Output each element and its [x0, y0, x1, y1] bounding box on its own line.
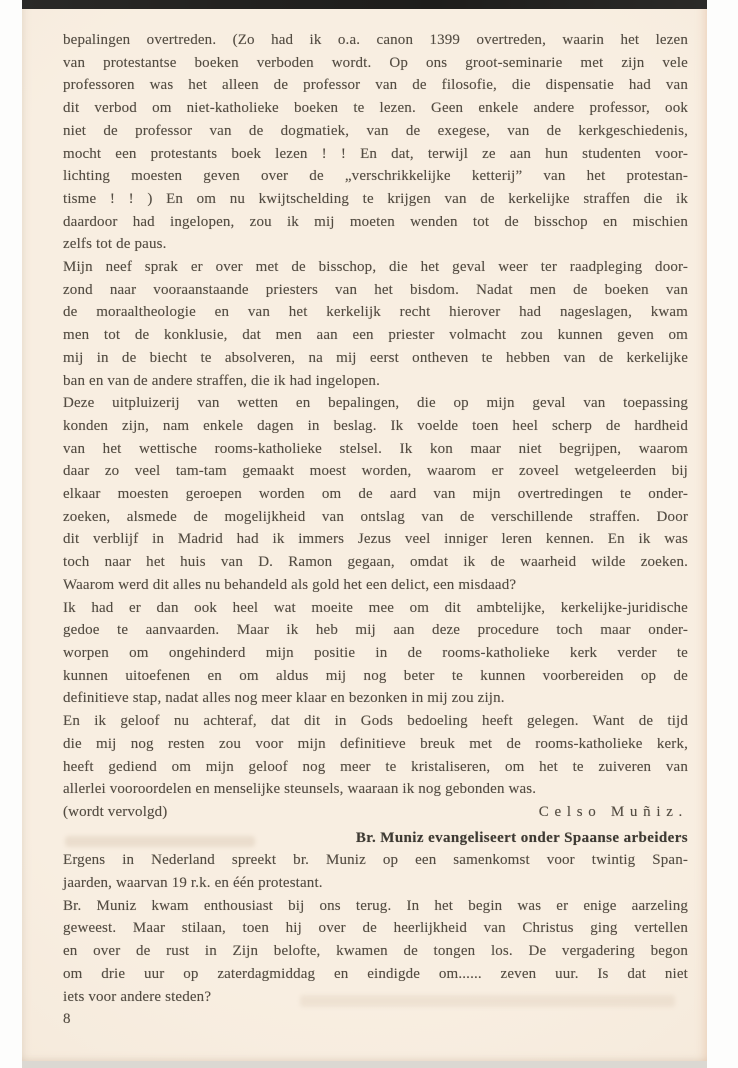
text-line: niet de professor van de dogmatiek, van de exegese, van de kerkgeschiedenis, — [63, 122, 688, 139]
text-line: Ik had er dan ook heel wat moeite mee om dit ambtelijke, kerkelijke-juridische — [63, 599, 688, 616]
text-line: En ik geloof nu achteraf, dat dit in Gods bedoeling heeft gelegen. Want de tijd — [63, 713, 688, 730]
text-line: de moraaltheologie en van het kerkelijk recht hierover had nageslagen, kwam — [63, 304, 688, 321]
text-line: Mijn neef sprak er over met de bisschop, die het geval weer ter raadpleging door- — [63, 259, 688, 276]
paragraph — [63, 710, 688, 801]
text-line: elkaar moesten geroepen worden om de aard van mijn overtredingen te onder- — [63, 486, 688, 503]
text-line: jaarden, waarvan 19 r.k. en één protestant. — [63, 875, 323, 892]
paragraph — [63, 256, 688, 392]
paragraph — [63, 849, 688, 894]
text-line: Waarom werd dit alles nu behandeld als gold het een delict, een misdaad? — [63, 576, 517, 593]
text-line: zond naar vooraanstaande priesters van het bisdom. Nadat men de boeken van — [63, 281, 688, 298]
text-line: daardoor had ingelopen, zou ik mij moeten wenden tot de bisschop en mischien — [63, 213, 688, 230]
text-line: Deze uitpluizerij van wetten en bepalingen, die op mijn geval van toepassing — [63, 395, 688, 412]
paragraph — [63, 29, 688, 256]
paragraph — [63, 597, 688, 711]
text-line: worpen om ongehinderd mijn positie in de rooms-katholieke kerk verder te — [63, 644, 688, 661]
text-line: zoeken, alsmede de mogelijkheid van ontslag van de verschillende straffen. Door — [63, 508, 688, 525]
text-line: kunnen uitoefenen en om aldus mij nog beter te kunnen voorbereiden op de — [63, 667, 688, 684]
text-line: Ergens in Nederland spreekt br. Muniz op een samenkomst voor twintig Span- — [63, 852, 688, 869]
section-body — [63, 849, 688, 1008]
text-line: konden zijn, nam enkele dagen in beslag. Ik voelde toen heel scherp de hardheid — [63, 417, 688, 434]
text-line: heeft gediend om mijn geloof nog meer te kristaliseren, om het te zuiveren van — [63, 758, 688, 775]
text-line: om drie uur op zaterdagmiddag en eindigde om...... zeven uur. Is dat niet — [63, 965, 688, 982]
text-line: lichting moesten geven over de „verschrikkelijke ketterij” van het protestan- — [63, 168, 688, 185]
page-number: 8 — [63, 1011, 71, 1028]
scan-bottom-edge — [22, 1061, 707, 1068]
article-body — [63, 29, 688, 801]
paragraph — [63, 392, 688, 596]
text-line: Br. Muniz kwam enthousiast bij ons terug. In het begin was er enige aarzeling — [63, 897, 688, 914]
text-line: gedoe te aanvaarden. Maar ik heb mij aan deze procedure toch maar onder- — [63, 622, 688, 639]
text-line: bepalingen overtreden. (Zo had ik o.a. canon 1399 overtreden, waarin het lezen — [63, 32, 688, 48]
article-footer-row — [63, 801, 688, 824]
text-line: tisme ! ! ) En om nu kwijtschelding te krijgen van de kerkelijke straffen die ik — [63, 190, 688, 207]
text-line: toch naar het huis van D. Ramon gegaan, omdat ik de waarheid wilde zoeken. — [63, 554, 688, 571]
text-line: mocht een protestants boek lezen ! ! En dat, terwijl ze aan hun studenten voor- — [63, 145, 688, 162]
text-line: definitieve stap, nadat alles nog meer klaar en bezonken in mij zou zijn. — [63, 690, 505, 707]
text-line: mij in de biecht te absolveren, na mij eerst ontheven te hebben van de kerkelijke — [63, 349, 688, 366]
text-line: die mij nog resten zou voor mijn definitieve breuk met de rooms-katholieke kerk, — [63, 735, 688, 752]
author-signature: Celso Muñiz. — [538, 803, 688, 820]
scan-top-edge — [22, 0, 707, 9]
text-line: en over de rust in Zijn belofte, kwamen de tongen los. De vergadering begon — [63, 943, 688, 960]
text-line: ban en van de andere straffen, die ik had ingelopen. — [63, 372, 380, 389]
text-column — [63, 29, 688, 1031]
text-line: professoren was het alleen de professor van de filosofie, die dispensatie had van — [63, 77, 688, 94]
text-line: van protestantse boeken verboden wordt. Op ons groot-seminarie met zijn vele — [63, 54, 688, 71]
paragraph — [63, 895, 688, 1009]
section-heading: Br. Muniz evangeliseert onder Spaanse arbeiders — [355, 829, 688, 846]
text-line: geweest. Maar stilaan, toen hij over de heerlijkheid van Christus ging vertellen — [63, 920, 688, 937]
continuation-note: (wordt vervolgd) — [63, 803, 168, 820]
text-line: dit verbod om niet-katholieke boeken te lezen. Geen enkele andere professor, ook — [63, 100, 688, 117]
text-line: dit verblijf in Madrid had ik immers Jezus veel inniger leren kennen. En ik was — [63, 531, 688, 548]
text-line: allerlei vooroordelen en menselijke steunsels, waaraan ik nog gebonden was. — [63, 781, 537, 798]
text-line: daar zo veel tam-tam gemaakt moest worden, waarom er zoveel wetgeleerden bij — [63, 463, 688, 480]
text-line: van het wettische rooms-katholieke stelsel. Ik kon maar niet begrijpen, waarom — [63, 440, 688, 457]
text-line: men tot de konklusie, dat men aan een priester volmacht zou kunnen geven om — [63, 327, 688, 344]
text-line: iets voor andere steden? — [63, 988, 212, 1005]
text-line: zelfs tot de paus. — [63, 236, 167, 253]
